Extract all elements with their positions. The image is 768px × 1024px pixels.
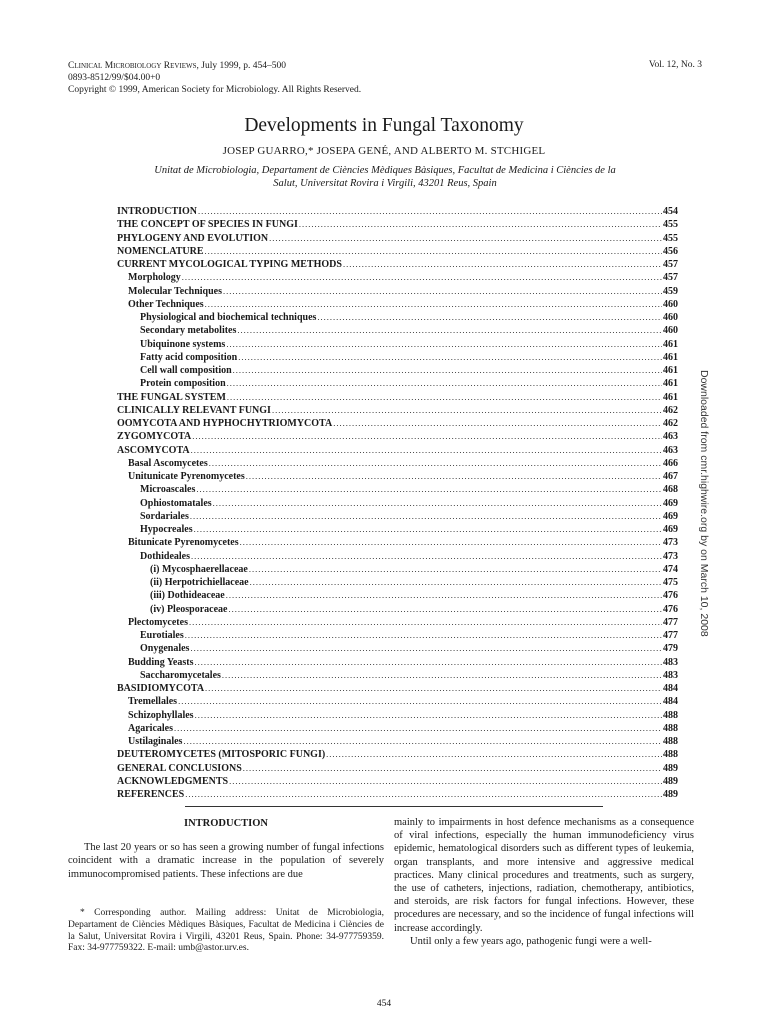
toc-entry-page: 460	[663, 298, 678, 310]
corresponding-author-footnote: * Corresponding author. Mailing address: Unitat de Microbiologia, Departament de Ciències Mèdiques Bàsiques, Facultat de Medicina i Ciències de la Salut, Universitat Rovira i Virgili, 43201 Reus, Spain. Phone: 34-977759359. Fax: 34-977759322. E-mail: umb@astor.urv.es.	[68, 908, 384, 954]
toc-leader-dots	[269, 232, 662, 245]
toc-entry-page: 461	[663, 351, 678, 363]
toc-leader-dots	[333, 417, 662, 430]
toc-leader-dots	[229, 775, 662, 788]
toc-entry-label: ASCOMYCOTA	[117, 444, 190, 456]
toc-entry-label: (ii) Herpotrichiellaceae	[150, 577, 249, 588]
toc-leader-dots	[228, 603, 662, 616]
toc-entry-label: Basal Ascomycetes	[128, 457, 208, 469]
toc-entry-page: 469	[663, 497, 678, 509]
toc-entry-page: 463	[663, 431, 678, 443]
toc-entry	[117, 669, 678, 682]
toc-entry-label: ACKNOWLEDGMENTS	[117, 775, 229, 787]
toc-entry	[117, 629, 678, 642]
toc-entry-label: (i) Mycosphaerellaceae	[150, 563, 248, 575]
toc-entry-page: 461	[663, 365, 678, 376]
toc-entry	[117, 457, 678, 470]
toc-entry-label: PHYLOGENY AND EVOLUTION	[117, 232, 269, 244]
toc-entry-label: Other Techniques	[128, 298, 204, 310]
toc-entry-page: 489	[663, 762, 678, 774]
toc-entry	[117, 775, 678, 788]
toc-entry-page: 473	[663, 550, 678, 562]
page-number: 454	[376, 999, 392, 1009]
toc-entry-page: 459	[663, 285, 678, 297]
toc-entry-page: 483	[663, 656, 678, 668]
toc-entry	[117, 430, 678, 443]
toc-entry	[117, 748, 678, 761]
toc-leader-dots	[195, 709, 662, 722]
paragraph: Until only a few years ago, pathogenic fungi were a well-	[410, 935, 652, 947]
paragraph: mainly to impairments in host defence mechanisms as a consequence of viral infections, especially the human immunodeficiency virus epidemic, hematological disorders such as different types of leukemia, organ transplants, and more intensive and aggressive medical practices. Many clinical procedures and treatments, such as surgery, the use of catheters, injections, radiation, chemotherapy, antibiotics, and steroids, are risk factors for fungal infections. However, these procedures are necessary, and so the incidence of fungal infections will increase accordingly.	[394, 817, 694, 934]
toc-entry-label: Dothideales	[140, 550, 190, 562]
toc-leader-dots	[222, 669, 662, 682]
toc-entry-label: Fatty acid composition	[140, 351, 238, 363]
toc-entry-page: 456	[663, 245, 678, 257]
toc-entry-label: Physiological and biochemical techniques	[140, 312, 317, 323]
toc-leader-dots	[185, 629, 662, 642]
toc-entry-page: 462	[663, 404, 678, 416]
issn: 0893-8512/99/$04.00+0	[68, 73, 161, 83]
toc-leader-dots	[196, 483, 662, 496]
toc-entry-label: THE CONCEPT OF SPECIES IN FUNGI	[117, 219, 298, 231]
toc-entry	[117, 444, 678, 457]
toc-entry-page: 460	[663, 312, 678, 323]
toc-entry-page: 476	[663, 603, 678, 615]
toc-leader-dots	[205, 298, 662, 311]
toc-entry	[117, 589, 678, 602]
toc-entry-page: 488	[663, 736, 678, 747]
toc-entry	[117, 709, 678, 722]
toc-leader-dots	[192, 430, 662, 443]
toc-entry-page: 469	[663, 524, 678, 535]
copyright: Copyright © 1999, American Society for Microbiology. All Rights Reserved.	[68, 85, 362, 95]
toc-entry-label: Schizophyllales	[128, 709, 194, 721]
toc-leader-dots	[226, 589, 662, 602]
toc-entry-label: Hypocreales	[140, 524, 193, 535]
toc-leader-dots	[189, 616, 662, 629]
toc-entry	[117, 616, 678, 629]
toc-leader-dots	[195, 656, 663, 669]
toc-entry-page: 474	[663, 563, 678, 575]
toc-entry	[117, 351, 678, 364]
authors: JOSEP GUARRO,* JOSEPA GENÉ, AND ALBERTO M. STCHIGEL	[222, 145, 546, 157]
toc-leader-dots	[326, 748, 662, 761]
toc-entry-page: 461	[663, 391, 678, 403]
table-of-contents	[117, 205, 678, 801]
toc-entry-label: Unitunicate Pyrenomycetes	[128, 471, 245, 482]
toc-entry-label: Morphology	[128, 272, 181, 284]
toc-leader-dots	[205, 682, 662, 695]
toc-leader-dots	[191, 550, 662, 563]
toc-entry-page: 463	[663, 444, 678, 456]
toc-entry	[117, 311, 678, 324]
toc-entry	[117, 735, 678, 748]
toc-leader-dots	[233, 364, 662, 377]
toc-entry-page: 477	[663, 616, 678, 628]
download-watermark: Downloaded from cmr.highwire.org by on March 10, 2008	[698, 370, 710, 637]
toc-entry	[117, 245, 678, 258]
toc-entry-label: Secondary metabolites	[140, 325, 237, 337]
toc-leader-dots	[343, 258, 662, 271]
toc-entry-page: 468	[663, 484, 678, 496]
toc-entry-label: THE FUNGAL SYSTEM	[117, 391, 226, 403]
toc-entry-label: BASIDIOMYCOTA	[117, 683, 205, 694]
toc-entry	[117, 536, 678, 549]
toc-entry	[117, 722, 678, 735]
journal-issue: , July 1999, p. 454–500	[196, 61, 286, 71]
toc-entry-label: OOMYCOTA AND HYPHOCHYTRIOMYCOTA	[117, 418, 333, 429]
left-column	[68, 816, 384, 881]
toc-leader-dots	[174, 722, 662, 735]
toc-entry	[117, 298, 678, 311]
toc-entry-page: 462	[663, 418, 678, 429]
toc-entry-label: NOMENCLATURE	[117, 245, 204, 257]
paragraph: The last 20 years or so has seen a growing number of fungal infections coincident with a dramatic increase in the population of severely immunocompromised patients. These infections are due	[68, 842, 384, 880]
toc-entry-label: Sordariales	[140, 510, 189, 522]
toc-leader-dots	[250, 576, 662, 589]
toc-entry	[117, 364, 678, 377]
toc-entry-page: 489	[663, 789, 678, 800]
toc-entry	[117, 523, 678, 536]
toc-leader-dots	[299, 218, 662, 231]
toc-entry-label: Budding Yeasts	[128, 656, 194, 668]
toc-entry-page: 479	[663, 643, 678, 655]
toc-entry	[117, 682, 678, 695]
toc-entry-page: 477	[663, 630, 678, 641]
toc-entry-page: 484	[663, 683, 678, 694]
toc-leader-dots	[198, 205, 662, 218]
toc-leader-dots	[272, 404, 662, 417]
toc-entry-label: GENERAL CONCLUSIONS	[117, 762, 242, 774]
toc-entry	[117, 404, 678, 417]
toc-entry	[117, 550, 678, 563]
toc-leader-dots	[183, 735, 662, 748]
toc-entry	[117, 338, 678, 351]
toc-entry	[117, 576, 678, 589]
toc-entry-page: 457	[663, 272, 678, 284]
toc-entry-label: Ophiostomatales	[140, 497, 212, 509]
toc-entry-label: Ustilaginales	[128, 736, 183, 747]
toc-entry-page: 475	[663, 577, 678, 588]
right-column	[394, 816, 694, 948]
toc-entry-page: 460	[663, 325, 678, 337]
toc-entry-page: 455	[663, 219, 678, 231]
journal-header	[68, 60, 361, 96]
toc-entry	[117, 324, 678, 337]
toc-entry-label: (iii) Dothideaceae	[150, 590, 225, 602]
toc-leader-dots	[191, 444, 662, 457]
journal-citation	[68, 60, 361, 72]
toc-entry-page: 469	[663, 510, 678, 522]
toc-entry-page: 476	[663, 590, 678, 602]
toc-entry	[117, 377, 678, 390]
journal-name: Clinical Microbiology Reviews	[68, 61, 197, 71]
toc-entry-page: 461	[663, 338, 678, 350]
toc-entry	[117, 391, 678, 404]
toc-entry-label: DEUTEROMYCETES (MITOSPORIC FUNGI)	[117, 749, 326, 761]
toc-entry-page: 488	[663, 749, 678, 761]
toc-entry-page: 484	[663, 696, 678, 708]
toc-entry	[117, 205, 678, 218]
toc-entry-label: Molecular Techniques	[128, 285, 222, 297]
toc-entry-label: REFERENCES	[117, 789, 185, 800]
toc-entry-label: INTRODUCTION	[117, 206, 198, 217]
affiliation: Unitat de Microbiologia, Departament de Ciències Mèdiques Bàsiques, Facultat de Medicina i Ciències de la Salut, Universitat Rovira i Virgili, 43201 Reus, Spain	[154, 165, 616, 189]
toc-entry	[117, 510, 678, 523]
toc-entry	[117, 656, 678, 669]
toc-entry	[117, 695, 678, 708]
toc-entry-label: CLINICALLY RELEVANT FUNGI	[117, 404, 271, 416]
toc-entry-label: Ubiquinone systems	[140, 338, 226, 350]
toc-leader-dots	[237, 324, 662, 337]
toc-entry	[117, 563, 678, 576]
toc-entry	[117, 788, 678, 801]
toc-entry	[117, 470, 678, 483]
toc-leader-dots	[185, 788, 662, 801]
toc-entry	[117, 642, 678, 655]
toc-entry-page: 466	[663, 457, 678, 469]
toc-leader-dots	[227, 391, 662, 404]
toc-entry	[117, 232, 678, 245]
toc-leader-dots	[182, 271, 662, 284]
toc-entry-label: Tremellales	[128, 696, 178, 708]
toc-entry-page: 454	[663, 206, 678, 217]
toc-entry-page: 457	[663, 259, 678, 270]
toc-leader-dots	[317, 311, 662, 324]
toc-entry	[117, 603, 678, 616]
toc-entry-page: 488	[663, 722, 678, 734]
section-heading-introduction: INTRODUCTION	[183, 818, 268, 829]
toc-leader-dots	[246, 470, 662, 483]
toc-entry	[117, 497, 678, 510]
toc-entry-label: Plectomycetes	[128, 616, 188, 628]
toc-leader-dots	[190, 642, 662, 655]
toc-entry-label: (iv) Pleosporaceae	[150, 603, 228, 615]
toc-entry	[117, 218, 678, 231]
toc-entry-label: Protein composition	[140, 378, 226, 390]
toc-entry-label: Bitunicate Pyrenomycetes	[128, 537, 239, 549]
toc-leader-dots	[204, 245, 662, 258]
toc-entry	[117, 271, 678, 284]
toc-entry	[117, 285, 678, 298]
toc-entry-label: Saccharomycetales	[140, 669, 221, 681]
toc-entry	[117, 762, 678, 775]
toc-leader-dots	[227, 377, 662, 390]
toc-leader-dots	[223, 285, 662, 298]
section-divider	[185, 806, 603, 807]
toc-entry	[117, 258, 678, 271]
toc-entry-page: 473	[663, 537, 678, 549]
toc-entry-label: Eurotiales	[140, 630, 184, 641]
toc-leader-dots	[238, 351, 662, 364]
toc-entry-page: 483	[663, 669, 678, 681]
toc-leader-dots	[249, 563, 662, 576]
toc-entry-label: Agaricales	[128, 722, 173, 734]
article-title: Developments in Fungal Taxonomy	[244, 115, 524, 136]
toc-entry	[117, 417, 678, 430]
toc-entry-page: 467	[663, 471, 678, 482]
toc-entry-page: 455	[663, 232, 678, 244]
toc-entry-label: Onygenales	[140, 643, 190, 655]
toc-entry	[117, 483, 678, 496]
volume-number: Vol. 12, No. 3	[648, 60, 702, 70]
toc-entry-page: 488	[663, 709, 678, 721]
toc-leader-dots	[209, 457, 662, 470]
toc-entry-label: ZYGOMYCOTA	[117, 431, 192, 443]
toc-entry-label: CURRENT MYCOLOGICAL TYPING METHODS	[117, 259, 342, 270]
toc-leader-dots	[190, 510, 662, 523]
toc-entry-page: 461	[663, 378, 678, 390]
toc-leader-dots	[194, 523, 662, 536]
toc-leader-dots	[243, 762, 662, 775]
toc-entry-label: Microascales	[140, 484, 196, 496]
toc-entry-page: 489	[663, 775, 678, 787]
toc-leader-dots	[178, 695, 662, 708]
toc-entry-label: Cell wall composition	[140, 365, 232, 376]
toc-leader-dots	[240, 536, 662, 549]
toc-leader-dots	[226, 338, 662, 351]
toc-leader-dots	[213, 497, 662, 510]
